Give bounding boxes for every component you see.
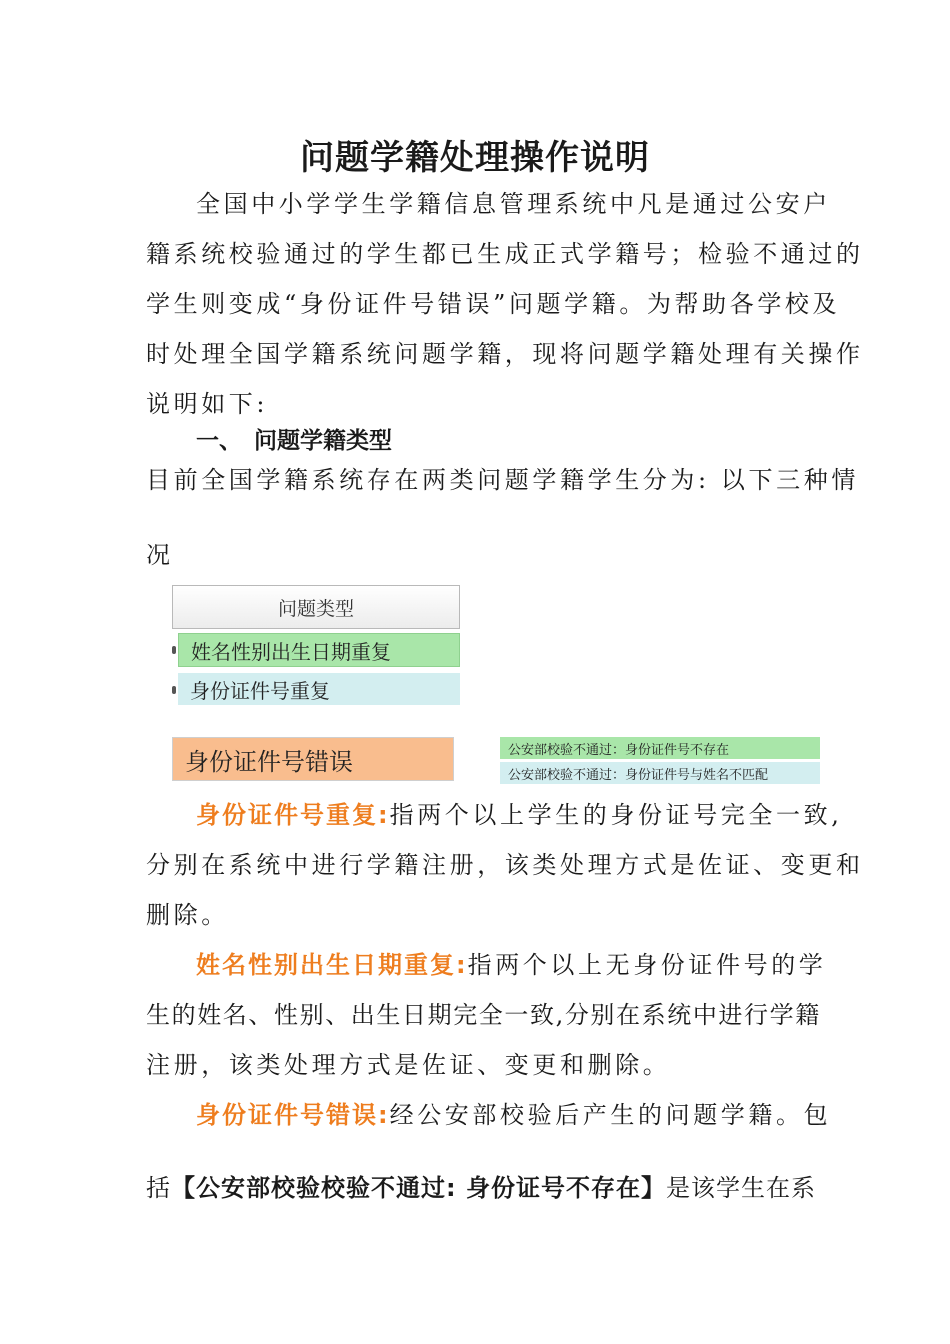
id-error-box: 身份证件号错误 bbox=[172, 737, 454, 781]
term-id-dup: 身份证件号重复: bbox=[196, 801, 390, 829]
problem-table-row-id-dup[interactable]: 身份证件号重复 bbox=[178, 673, 460, 705]
para-id-dup-line-3: 删除。 bbox=[146, 901, 229, 929]
section-1-line-2: 况 bbox=[146, 541, 174, 569]
term-id-err: 身份证件号错误: bbox=[196, 1101, 390, 1129]
row-bullet bbox=[172, 646, 176, 654]
para-id-dup-line-1 bbox=[196, 795, 842, 830]
para-id-dup-text-1: 指两个以上学生的身份证号完全一致, bbox=[389, 801, 843, 829]
para-id-err-line-1 bbox=[196, 1095, 831, 1130]
intro-line-3: 学生则变成“身份证件号错误”问题学籍。为帮助各学校及 bbox=[146, 290, 841, 318]
para-id-err-text-1: 经公安部校验后产生的问题学籍。包 bbox=[389, 1101, 832, 1129]
para-id-err-strong: 【公安部校验校验不通过: 身份证号不存在】 bbox=[171, 1174, 666, 1202]
problem-table-row-name-dup[interactable]: 姓名性别出生日期重复 bbox=[178, 633, 460, 667]
para-name-dup-line-1 bbox=[196, 945, 826, 980]
error-subtype-not-exist[interactable]: 公安部校验不通过：身份证件号不存在 bbox=[500, 737, 820, 759]
para-id-err-pre: 括 bbox=[146, 1174, 171, 1202]
error-subtype-mismatch[interactable]: 公安部校验不通过：身份证件号与姓名不匹配 bbox=[500, 762, 820, 784]
para-name-dup-line-2: 生的姓名、性别、出生日期完全一致,分别在系统中进行学籍 bbox=[146, 1001, 821, 1029]
section-1-number: 一、 bbox=[196, 428, 242, 454]
para-id-dup-line-2: 分别在系统中进行学籍注册，该类处理方式是佐证、变更和 bbox=[146, 851, 864, 879]
para-id-err-line-2 bbox=[146, 1168, 816, 1203]
para-name-dup-line-3: 注册，该类处理方式是佐证、变更和删除。 bbox=[146, 1051, 671, 1079]
page-title: 问题学籍处理操作说明 bbox=[300, 138, 650, 178]
term-name-dup: 姓名性别出生日期重复: bbox=[196, 951, 468, 979]
para-name-dup-text-1: 指两个以上无身份证件号的学 bbox=[467, 951, 827, 979]
section-1-line-1: 目前全国学籍系统存在两类问题学籍学生分为: 以下三种情 bbox=[146, 466, 859, 494]
section-1-heading: 问题学籍类型 bbox=[254, 428, 392, 454]
para-id-err-post: 是该学生在系 bbox=[665, 1174, 816, 1202]
intro-line-2: 籍系统校验通过的学生都已生成正式学籍号；检验不通过的 bbox=[146, 240, 864, 268]
intro-line-4: 时处理全国学籍系统问题学籍，现将问题学籍处理有关操作 bbox=[146, 340, 864, 368]
intro-line-1: 全国中小学学生学籍信息管理系统中凡是通过公安户 bbox=[196, 190, 831, 218]
intro-line-5: 说明如下: bbox=[146, 390, 269, 418]
problem-table-header: 问题类型 bbox=[172, 585, 460, 629]
row-bullet bbox=[172, 686, 176, 694]
